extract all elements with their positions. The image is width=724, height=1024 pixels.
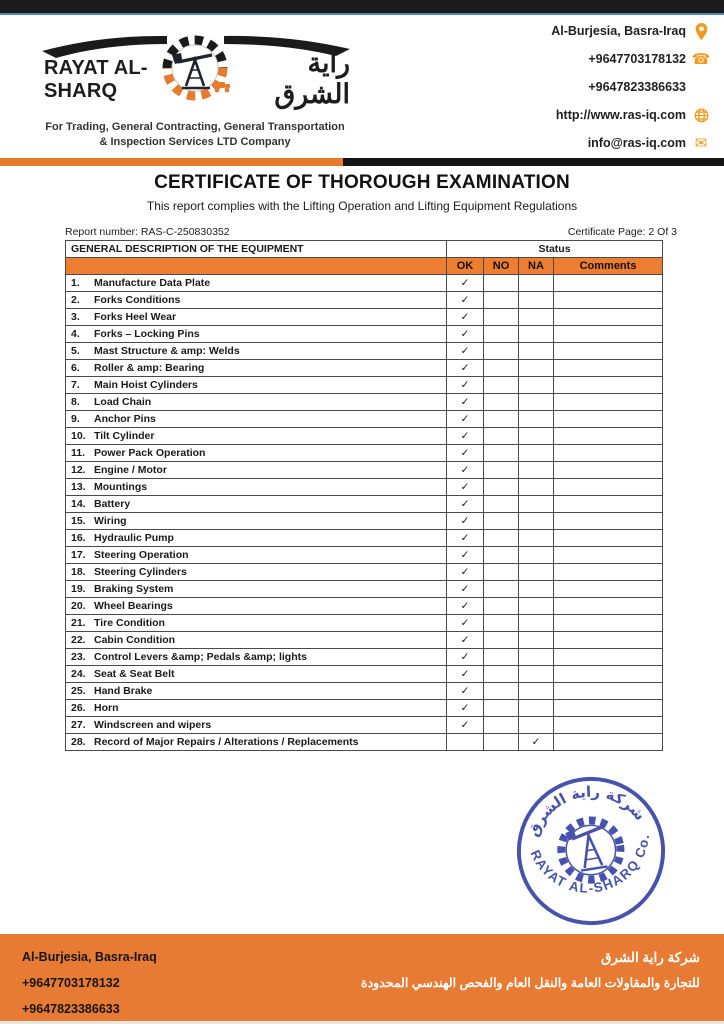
ok-checkbox-cell[interactable]: ✓ [447,411,484,428]
location-pin-icon [690,22,712,40]
comments-cell[interactable] [554,666,663,683]
item-number: 28. [71,736,86,748]
stamp-arabic-text: شركة راية الشرق [524,783,649,840]
na-checkbox-cell[interactable] [519,496,554,513]
item-number: 27. [71,719,86,731]
comments-cell[interactable] [554,513,663,530]
item-description-cell [66,275,447,292]
footer-arabic-name: شركة راية الشرق [600,950,700,965]
ok-checkbox-cell[interactable]: ✓ [447,377,484,394]
item-label: Steering Cylinders [94,566,187,578]
item-number: 17. [71,549,86,561]
item-label: Roller & amp: Bearing [94,362,205,374]
table-row [66,530,663,547]
footer-arabic-description: للتجارة والمقاولات العامة والنقل العام والفحص الهندسي المحدودة [361,976,700,990]
item-description-cell [66,717,447,734]
item-label: Mast Structure & amp: Welds [94,345,240,357]
equipment-table-body [66,275,663,751]
ok-checkbox-cell[interactable]: ✓ [447,343,484,360]
table-row [66,428,663,445]
table-row [66,581,663,598]
globe-icon [690,106,712,124]
footer-company-arabic [260,950,700,990]
item-description-cell [66,445,447,462]
ok-checkbox-cell[interactable]: ✓ [447,700,484,717]
comments-cell[interactable] [554,683,663,700]
ok-checkbox-cell[interactable]: ✓ [447,360,484,377]
table-row [66,649,663,666]
meta-row [65,226,677,238]
no-checkbox-cell[interactable] [484,564,519,581]
item-description-cell [66,428,447,445]
item-description-cell [66,496,447,513]
footer-phone-1: +9647703178132 [22,976,120,990]
item-description-cell [66,326,447,343]
item-number: 25. [71,685,86,697]
ok-checkbox-cell[interactable]: ✓ [447,275,484,292]
na-checkbox-cell[interactable] [519,326,554,343]
item-number: 9. [71,413,80,425]
contact-email[interactable] [452,134,712,152]
phone-icon: ☎ [691,50,711,68]
na-checkbox-cell[interactable] [519,547,554,564]
page-subtitle: This report complies with the Lifting Operation and Lifting Equipment Regulations [146,199,578,213]
no-checkbox-cell[interactable] [484,700,519,717]
item-description-cell [66,513,447,530]
no-checkbox-cell[interactable] [484,547,519,564]
table-row [66,479,663,496]
item-label: Forks – Locking Pins [94,328,200,340]
item-label: Hydraulic Pump [94,532,174,544]
no-icon-spacer [690,78,712,96]
table-row [66,598,663,615]
item-label: Main Hoist Cylinders [94,379,198,391]
table-column-header-row [66,258,663,275]
item-number: 12. [71,464,86,476]
na-checkbox-cell[interactable] [519,462,554,479]
item-number: 11. [71,447,86,459]
ok-checkbox-cell[interactable]: ✓ [447,445,484,462]
ok-checkbox-cell[interactable]: ✓ [447,666,484,683]
item-description-cell [66,632,447,649]
comments-cell[interactable] [554,377,663,394]
item-number: 15. [71,515,86,527]
column-header-no: NO [484,258,519,275]
contact-address [452,22,712,40]
company-name-en: RAYAT AL-SHARQ [44,57,148,102]
table-row [66,717,663,734]
item-label: Seat & Seat Belt [94,668,175,680]
comments-cell[interactable] [554,394,663,411]
item-description-cell [66,462,447,479]
item-label: Mountings [94,481,148,493]
no-checkbox-cell[interactable] [484,326,519,343]
item-label: Record of Major Repairs / Alterations / Replacements [94,736,359,748]
no-checkbox-cell[interactable] [484,683,519,700]
no-checkbox-cell[interactable] [484,734,519,751]
ok-checkbox-cell[interactable]: ✓ [447,428,484,445]
table-row [66,326,663,343]
item-label: Engine / Motor [94,464,167,476]
ok-checkbox-cell[interactable]: ✓ [447,309,484,326]
table-section-header-row [66,241,663,258]
certificate-page-indicator: Certificate Page: 2 Of 3 [567,226,677,238]
no-checkbox-cell[interactable] [484,649,519,666]
contact-phone-2 [452,78,712,96]
item-label: Windscreen and wipers [94,719,212,731]
no-checkbox-cell[interactable] [484,343,519,360]
no-checkbox-cell[interactable] [484,615,519,632]
table-row [66,564,663,581]
item-number: 23. [71,651,86,663]
address-text: Al-Burjesia, Basra-Iraq [551,24,686,38]
item-number: 8. [71,396,80,408]
item-label: Wiring [94,515,127,527]
item-number: 18. [71,566,86,578]
item-number: 21. [71,617,86,629]
table-row [66,700,663,717]
na-checkbox-cell[interactable]: ✓ [519,734,554,751]
no-checkbox-cell[interactable] [484,394,519,411]
comments-cell[interactable] [554,547,663,564]
item-label: Forks Heel Wear [94,311,177,323]
table-row [66,683,663,700]
item-number: 13. [71,481,86,493]
na-checkbox-cell[interactable] [519,598,554,615]
na-checkbox-cell[interactable] [519,479,554,496]
table-row [66,377,663,394]
item-number: 7. [71,379,80,391]
contact-website[interactable] [452,106,712,124]
ok-checkbox-cell[interactable] [447,734,484,751]
item-number: 4. [71,328,80,340]
equipment-checklist-table [65,240,663,751]
item-number: 20. [71,600,86,612]
comments-cell[interactable] [554,445,663,462]
na-checkbox-cell[interactable] [519,513,554,530]
na-checkbox-cell[interactable] [519,530,554,547]
comments-cell[interactable] [554,598,663,615]
item-description-cell [66,360,447,377]
item-label: Forks Conditions [94,294,181,306]
ok-checkbox-cell[interactable]: ✓ [447,479,484,496]
envelope-icon: ✉ [694,134,708,152]
no-checkbox-cell[interactable] [484,530,519,547]
no-checkbox-cell[interactable] [484,411,519,428]
email-link[interactable]: info@ras-iq.com [587,136,686,150]
item-number: 19. [71,583,86,595]
table-row [66,666,663,683]
table-row [66,632,663,649]
na-checkbox-cell[interactable] [519,394,554,411]
no-checkbox-cell[interactable] [484,479,519,496]
stamp-latin-text: RAYAT AL-SHARQ Co. [527,832,653,896]
table-row [66,615,663,632]
item-label: Manufacture Data Plate [94,277,211,289]
item-number: 2. [71,294,80,306]
comments-cell[interactable] [554,496,663,513]
item-label: Load Chain [94,396,152,408]
item-number: 5. [71,345,80,357]
no-checkbox-cell[interactable] [484,377,519,394]
table-row [66,292,663,309]
empty-header-cell [66,258,447,275]
no-checkbox-cell[interactable] [484,428,519,445]
item-number: 16. [71,532,86,544]
phone-1-text: +9647703178132 [588,52,686,66]
item-description-cell [66,292,447,309]
comments-cell[interactable] [554,615,663,632]
item-description-cell [66,666,447,683]
divider-black-segment [343,158,724,166]
item-description-cell [66,479,447,496]
header-divider-bar [0,158,724,166]
item-description-cell [66,309,447,326]
comments-cell[interactable] [554,717,663,734]
ok-checkbox-cell[interactable]: ✓ [447,326,484,343]
comments-cell[interactable] [554,428,663,445]
ok-checkbox-cell[interactable]: ✓ [447,649,484,666]
website-link[interactable]: http://www.ras-iq.com [555,108,686,122]
no-checkbox-cell[interactable] [484,581,519,598]
no-checkbox-cell[interactable] [484,360,519,377]
item-description-cell [66,530,447,547]
comments-cell[interactable] [554,292,663,309]
company-stamp [512,772,670,930]
item-description-cell [66,343,447,360]
ok-checkbox-cell[interactable]: ✓ [447,496,484,513]
item-description-cell [66,547,447,564]
na-checkbox-cell[interactable] [519,377,554,394]
comments-cell[interactable] [554,309,663,326]
comments-cell[interactable] [554,411,663,428]
item-number: 10. [71,430,86,442]
na-checkbox-cell[interactable] [519,343,554,360]
table-row [66,275,663,292]
column-header-na: NA [519,258,554,275]
item-label: Power Pack Operation [94,447,206,459]
item-description-cell [66,598,447,615]
no-checkbox-cell[interactable] [484,717,519,734]
top-accent-bar [0,0,724,15]
item-label: Braking System [94,583,174,595]
ok-checkbox-cell[interactable]: ✓ [447,530,484,547]
item-description-cell [66,734,447,751]
table-row [66,513,663,530]
comments-cell[interactable] [554,530,663,547]
item-description-cell [66,581,447,598]
item-number: 26. [71,702,86,714]
ok-checkbox-cell[interactable]: ✓ [447,564,484,581]
comments-cell[interactable] [554,632,663,649]
table-row [66,309,663,326]
table-row [66,343,663,360]
stamp-pumpjack-icon [557,816,625,884]
table-row [66,547,663,564]
no-checkbox-cell[interactable] [484,462,519,479]
item-description-cell [66,377,447,394]
item-label: Cabin Condition [94,634,176,646]
footer-contact-block [22,944,157,1022]
item-description-cell [66,394,447,411]
no-checkbox-cell[interactable] [484,275,519,292]
item-number: 24. [71,668,86,680]
table-row [66,462,663,479]
ok-checkbox-cell[interactable]: ✓ [447,615,484,632]
tagline-line-2: & Inspection Services LTD Company [99,136,291,148]
comments-cell[interactable] [554,581,663,598]
ok-checkbox-cell[interactable]: ✓ [447,632,484,649]
column-header-ok: OK [447,258,484,275]
table-row [66,734,663,751]
na-checkbox-cell[interactable] [519,445,554,462]
item-description-cell [66,649,447,666]
item-number: 1. [71,277,80,289]
footer-phone-2: +9647823386633 [22,1002,120,1016]
table-row [66,360,663,377]
no-checkbox-cell[interactable] [484,292,519,309]
na-checkbox-cell[interactable] [519,411,554,428]
contact-phone-1 [452,50,712,68]
no-checkbox-cell[interactable] [484,632,519,649]
comments-cell[interactable] [554,462,663,479]
item-number: 6. [71,362,80,374]
item-label: Tilt Cylinder [94,430,155,442]
no-checkbox-cell[interactable] [484,496,519,513]
ok-checkbox-cell[interactable]: ✓ [447,513,484,530]
na-checkbox-cell[interactable] [519,309,554,326]
no-checkbox-cell[interactable] [484,309,519,326]
na-checkbox-cell[interactable] [519,275,554,292]
tagline-line-1: For Trading, General Contracting, General Transportation [45,121,345,133]
page-title: CERTIFICATE OF THOROUGH EXAMINATION [154,172,570,193]
company-tagline [30,120,360,150]
ok-checkbox-cell[interactable]: ✓ [447,581,484,598]
item-label: Tire Condition [94,617,165,629]
item-label: Battery [94,498,131,510]
item-description-cell [66,683,447,700]
no-checkbox-cell[interactable] [484,513,519,530]
no-checkbox-cell[interactable] [484,445,519,462]
na-checkbox-cell[interactable] [519,564,554,581]
divider-orange-segment [0,158,343,166]
item-number: 3. [71,311,80,323]
na-checkbox-cell[interactable] [519,717,554,734]
report-number: Report number: RAS-C-250830352 [65,226,230,238]
item-label: Hand Brake [94,685,153,697]
table-row [66,411,663,428]
ok-checkbox-cell[interactable]: ✓ [447,683,484,700]
comments-cell[interactable] [554,343,663,360]
comments-cell[interactable] [554,700,663,717]
na-checkbox-cell[interactable] [519,428,554,445]
ok-checkbox-cell[interactable]: ✓ [447,394,484,411]
comments-cell[interactable] [554,360,663,377]
comments-cell[interactable] [554,275,663,292]
status-group-header: Status [447,241,663,258]
item-number: 22. [71,634,86,646]
item-description-cell [66,411,447,428]
item-label: Control Levers &amp; Pedals &amp; lights [94,651,307,663]
na-checkbox-cell[interactable] [519,700,554,717]
na-checkbox-cell[interactable] [519,581,554,598]
contact-block [452,22,712,162]
na-checkbox-cell[interactable] [519,649,554,666]
item-description-cell [66,700,447,717]
na-checkbox-cell[interactable] [519,632,554,649]
comments-cell[interactable] [554,734,663,751]
ok-checkbox-cell[interactable]: ✓ [447,717,484,734]
ok-checkbox-cell[interactable]: ✓ [447,547,484,564]
item-description-cell [66,615,447,632]
column-header-comments: Comments [554,258,663,275]
comments-cell[interactable] [554,649,663,666]
comments-cell[interactable] [554,479,663,496]
no-checkbox-cell[interactable] [484,666,519,683]
item-number: 14. [71,498,86,510]
company-name-ar: راية الشرق [274,48,350,109]
na-checkbox-cell[interactable] [519,666,554,683]
ok-checkbox-cell[interactable]: ✓ [447,462,484,479]
no-checkbox-cell[interactable] [484,598,519,615]
table-row [66,496,663,513]
item-label: Horn [94,702,119,714]
na-checkbox-cell[interactable] [519,292,554,309]
comments-cell[interactable] [554,326,663,343]
phone-2-text: +9647823386633 [588,80,686,94]
item-label: Wheel Bearings [94,600,173,612]
table-row [66,394,663,411]
item-label: Anchor Pins [94,413,156,425]
ok-checkbox-cell[interactable]: ✓ [447,598,484,615]
item-description-cell [66,564,447,581]
na-checkbox-cell[interactable] [519,615,554,632]
item-label: Steering Operation [94,549,189,561]
na-checkbox-cell[interactable] [519,683,554,700]
na-checkbox-cell[interactable] [519,360,554,377]
comments-cell[interactable] [554,564,663,581]
ok-checkbox-cell[interactable]: ✓ [447,292,484,309]
description-column-header: GENERAL DESCRIPTION OF THE EQUIPMENT [66,241,447,258]
footer-address: Al-Burjesia, Basra-Iraq [22,950,157,964]
table-row [66,445,663,462]
